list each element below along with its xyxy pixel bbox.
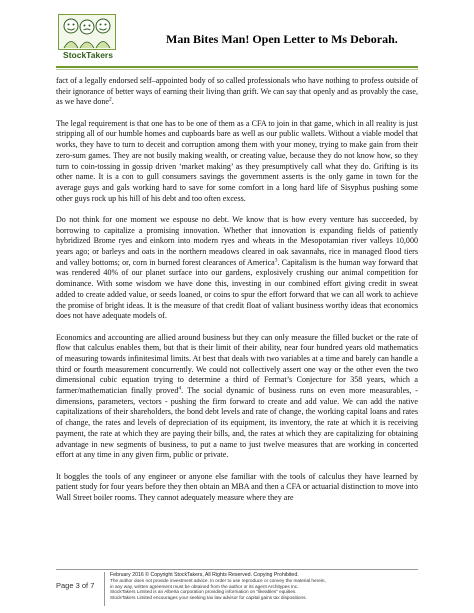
paragraph-3-text: Do not think for one moment we espouse no debt. We know that is how every venture has succeeded, by borrowing to capitalize a promising innovation. Whether that innovation is expanding fields of patiently hybridized Brome ryes and einkorn into modern ryes and wheats in the Mesopotamian river valleys 10,000 years ago; or barleys and oats in the northern meadows cleared in oak savannahs, rice in managed flood tiers and valley bottoms; or, corn in burned forest clearances of America [56,214,418,267]
page-number [56,581,94,590]
document-body [56,76,418,514]
stocktakers-logo [56,14,120,64]
header-divider-thin [56,69,418,70]
footer-notes [110,572,415,601]
header-divider [56,66,418,68]
page-of: of [81,581,89,590]
logo-wordmark: StockTakers [63,50,113,60]
paragraph-4-text: Economics and accounting are allied around business but they can only measure the filled bucket or the rate of flow that calculus enables them, but that is their limit of their ability, near four hundred years old mathematics of measuring towards infinitesimal limits. At best that deals with two variables at a time and barely can handle a third or fourth measurement concurrently. We could not collectively assert one way or the other even the two dimensional cubic equation trying to determine a third of Fermat’s Conjecture for 358 years, which a farmer/mathematician finally proved [56,332,418,396]
footer-vertical-divider [104,572,105,606]
paragraph-4-tail: . The social dynamic of business runs on even more measurables, - dimensions, parameters, vectors - pushing the firm forward to create and add value. We can add the native capitalizations of their shareholders, the bond debt levels and rate of change, the working capital loans and rates of change, the rates and levels of depreciation of its equipment, its inventory, the rate at which it is receiving payment, the rate at which they are paying their bills, and, the rates at which they are capitalizing for obtaining advantage in new segments of business, to put a name to just twelve measures that are working in concerted effort at any time in any given firm, public or private. [56,386,418,460]
footnote-ref-2[interactable]: 2 [108,96,112,103]
copyright-notice: February 2016 © Copyright StockTakers, All Rights Reserved. Copying Prohibited. [110,572,299,578]
paragraph-2: The legal requirement is that one has to be one of them as a CFA to join in that game, which in all reality is just stripping all of our humble homes and cupboards bare as well as our public wallets. Without a viable model that works, they have to turn to deceit and corruption among them with your money, trying to make gain from their zero-sum games. They are not busily making wealth, or creating value, because they do not know how, so they turn to coin-tossing in gossip driven ‘market making’ as they presumptively call what they do. Grifting is its other name. It is a con to gull consumers savings the government asserts is the only game in town for the average guys and gals working hard to save for some comfort in a long hard life of Sisyphus pushing some other guys rock up his hill of his debt and too often excess. [56,118,418,203]
paragraph-5: It boggles the tools of any engineer or anyone else familiar with the tools of calculus they have learned by patient study for four years before they then obtain an MBA and then a CFA or actuarial distinction to move into Wall Street boiler rooms. They cannot adequately measure where they are [56,471,418,502]
disclaimer-line-3: StockTakers Limited is an Alberta corporation providing information on “likeables” equities. [110,589,297,595]
footnote-ref-4[interactable]: 4 [178,385,182,392]
page-footer [56,569,418,609]
footnote-ref-3[interactable]: 3 [274,257,278,264]
paragraph-1-tail: . [111,97,114,107]
page-label: Page [56,581,74,590]
disclaimer-line-4: StockTakers Limited encourages your seeking tax law advisor for capital gains tax dispositions. [110,594,307,600]
logo-faces-icon [58,14,116,50]
paragraph-1 [56,76,418,108]
paragraph-4 [56,333,418,461]
paragraph-1-text: fact of a legally endorsed self–appointed body of so called professionals who have nothing to profess outside of their ignorance of better ways of earning their living than grift. We can say that openly and as provably the case, as we have done [56,76,418,107]
page-current: 3 [75,581,80,590]
disclaimer-line-2: in any way, written agreement must be obtained from the author or its agent Architypes Inc. [110,583,299,589]
page-header [56,14,416,66]
paragraph-3 [56,215,418,322]
page-title: Man Bites Man! Open Letter to Ms Deborah. [166,32,398,46]
footer-divider [56,569,418,570]
paragraph-3-tail: . Capitalism is the human way forward that was rendered 40% of our planet surface into our gardens, explosively crushing our animal competition for dominance. With some wisdom we have done this, investing in our combined effort giving credit in sweat added to create added value, or seeds loaned, or coins to spur the effort forward that we can all work to achieve the promise of bright ideas. It is the measure of that credit float of valiant business worthy ideas that economics does not have adequate models of. [56,257,418,321]
disclaimer-line-1: The author does not provide investment advice. In order to use reproduce or convey the material herein, [110,578,326,584]
page-total: 7 [90,581,95,590]
